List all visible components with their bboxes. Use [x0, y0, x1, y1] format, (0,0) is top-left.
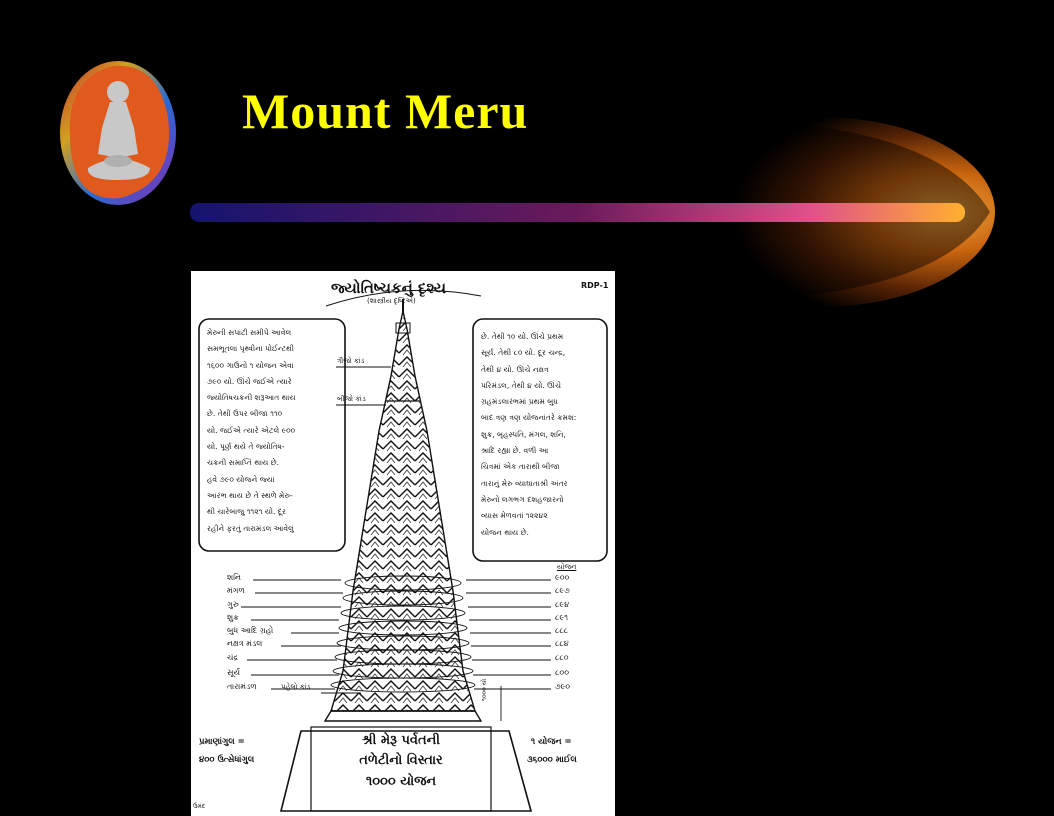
yojan-value: ૮૮૦: [555, 653, 569, 662]
yojan-value: ૮૯૧: [555, 613, 569, 622]
side-note: ૧૦૦૦ યો: [481, 678, 488, 701]
base-left-line1: પ્રમાણાંગુલ =: [199, 737, 245, 747]
base-center-line1: શ્રી મેરૂ પર્વતની: [361, 733, 441, 748]
base-right-line2: ૩૬૦૦૦ માઈલ: [527, 755, 577, 765]
yojan-value: ૮૯૭: [555, 586, 570, 595]
yojan-header: યોજન: [557, 563, 577, 571]
planet-label: ચંદ્ર: [227, 653, 239, 662]
base-left-line2: ૪૦૦ ઉત્સેધાંગુલ: [199, 755, 255, 765]
planet-label: ગુરુ: [227, 600, 239, 609]
yojan-value: ૭૯૦: [555, 682, 571, 691]
base-center-line3: ૧૦૦૦ યોજન: [365, 774, 437, 789]
yojan-value: ૯૦૦: [555, 573, 570, 582]
kand-label-first: પહેલો કાંડ: [281, 683, 311, 691]
planet-label: બુધ આદિ ગ્રહો: [227, 626, 274, 635]
planet-label: શુક્ર: [227, 613, 239, 622]
jina-meditating-figure-icon: [58, 58, 178, 208]
right-description: છે. તેથી ૧૦ યો. ઊંચે પ્રથમ સૂર્ય. તેથી ૮૦ યો. દૂર ચન્દ્ર, તેથી ૪ યો. ઊંચે નક્ષત્ર પરિમંડલ, તેથી ૪ યો. ઊંચે ગ્રહમંડલારંભમાં પ્રથમ બુધ બાદ ત્રણ ત્રણ યોજનાંતરે ક્રમશ: શુક્ર, બૃહસ્પતિ, મંગલ, શનિ, શ્રાદિ રહ્યા છે. વળી આ ચિત્રમાં એક તારાથી બીજા તારાનું મેરુ વ્યાઘાતાશ્રી અંતર મેરુનો લગભગ દશહજારનો વ્યાસ મેળવતાં ૧૨૨૪૨ યોજન થાય છે.: [481, 332, 577, 537]
planet-label: તારામંડળ: [227, 682, 257, 691]
planet-label: નક્ષત્ર મંડલ: [227, 639, 263, 648]
left-description: મેરુની સપાટી સમીપે આવેલ સમભૂતલા પૃથ્વીના પોઈન્ટથી ૧૬૦૦ ગાઉનો ૧ યોજન એવા ૭૯૦ યો. ઊંચે જઈએ ત્યારે જ્યોતિષચક્રની શરૂઆત થાય છે. તેથી ઉપર બીજા ૧૧૦ યો. જઈએ ત્યારે એટલે ૯૦૦ યો. પૂર્ણ થયે તે જ્યોતિષ- ચક્રની સમાપ્તિ થાય છે. હવે ૭૯૦ યોજને જ્યાં આરંભ થાય છે તે સ્થળે મેરુ- થી ચારેબાજુ ૧૧૨૧ યો. દૂર રહીને ફરતું તારામંડલ આવેલું: [207, 328, 296, 533]
planet-label: મંગળ: [227, 586, 245, 595]
mount-meru-diagram: [191, 271, 615, 816]
yojan-value: ૮૦૦: [555, 668, 570, 677]
planet-label: શનિ: [227, 573, 241, 582]
planet-label: સૂર્ય: [227, 668, 241, 677]
diagram-subheading: (શાસ્ત્રીય દૃષ્ટિએ): [367, 297, 416, 305]
kand-label-third: ત્રીજો કાંડ: [337, 357, 365, 365]
yojan-value: ૮૮૮: [555, 626, 569, 635]
diagram-ref: RDP-1: [581, 281, 609, 290]
yojan-value: ૮૯૪: [555, 600, 570, 609]
diagram-heading: જ્યોતિષ્ચકનું દૃશ્ય: [331, 279, 446, 297]
yojan-value: ૮૮૪: [555, 639, 569, 648]
base-center-line2: તળેટીનો વિસ્તાર: [359, 753, 443, 768]
base-right-line1: ૧ યોજન =: [531, 737, 572, 747]
kand-label-second: બીજો કાંડ: [337, 395, 366, 403]
meru-tower: [331, 311, 475, 711]
footer-mark: ઉમંદ: [193, 803, 206, 810]
slide-title: Mount Meru: [242, 83, 529, 139]
